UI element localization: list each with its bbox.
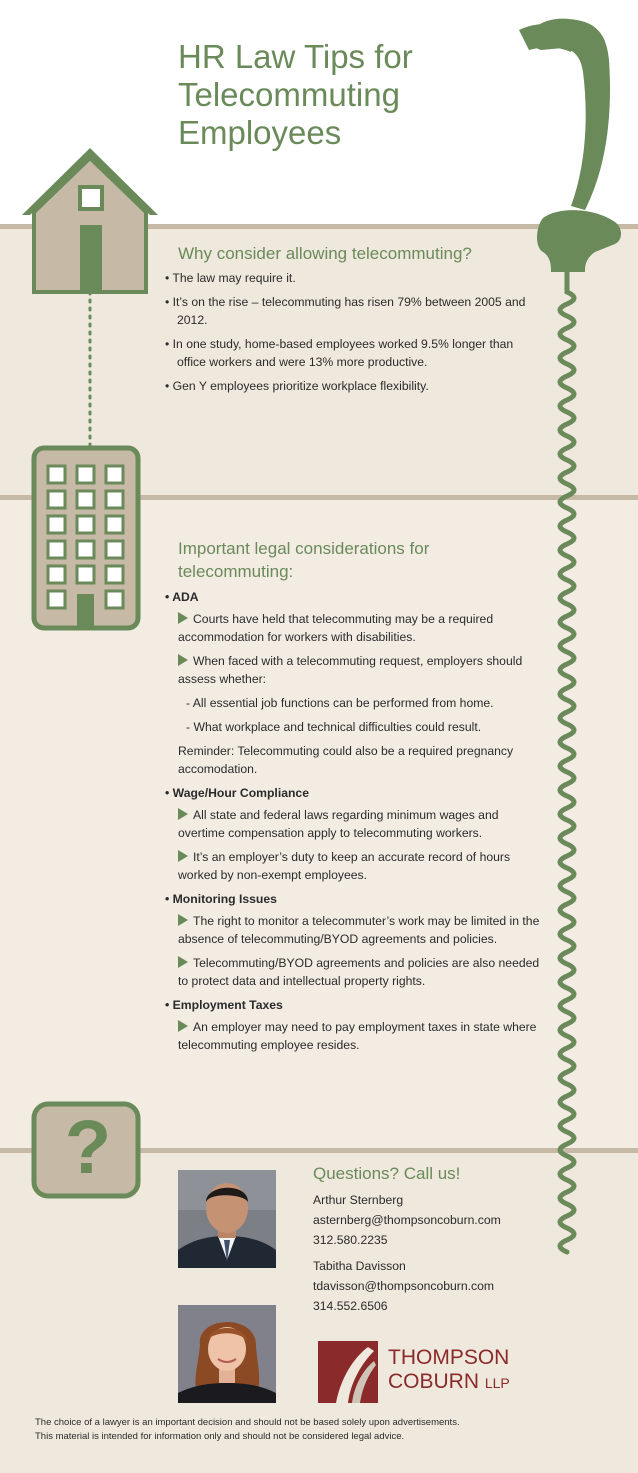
question-mark: ? <box>64 1105 112 1190</box>
ada-point <box>178 652 545 688</box>
ada-heading: • ADA <box>165 590 199 604</box>
title-line: HR Law Tips for <box>178 38 413 75</box>
wage-point <box>178 848 545 884</box>
contact-name: Tabitha Davisson <box>313 1259 406 1273</box>
logo-line-1: THOMPSON <box>388 1346 510 1369</box>
why-list <box>165 269 540 401</box>
page-title <box>178 38 478 152</box>
triangle-bullet-icon <box>178 956 188 968</box>
ada-subpoint: - What workplace and technical difficulties could result. <box>186 720 482 734</box>
portrait-female <box>178 1305 276 1403</box>
tax-point-text: An employer may need to pay employment taxes in state where telecommuting employee resides. <box>178 1020 537 1052</box>
title-line: Telecommuting <box>178 76 400 113</box>
contact-block <box>313 1162 553 1316</box>
wage-heading: • Wage/Hour Compliance <box>165 786 309 800</box>
logo-coburn: COBURN <box>388 1370 480 1393</box>
list-item: • It’s on the rise – telecommuting has risen 79% between 2005 and 2012. <box>165 295 526 327</box>
triangle-bullet-icon <box>178 914 188 926</box>
contact-email-link[interactable]: tdavisson@thompsoncoburn.com <box>313 1279 495 1293</box>
monitor-heading: • Monitoring Issues <box>165 892 277 906</box>
legal-list <box>165 588 545 1060</box>
disclaimer <box>35 1416 575 1444</box>
monitor-point <box>178 954 545 990</box>
triangle-bullet-icon <box>178 654 188 666</box>
contact-heading: Questions? Call us! <box>313 1164 461 1183</box>
why-heading: Why consider allowing telecommuting? <box>178 244 472 263</box>
monitor-point <box>178 912 545 948</box>
house-icon <box>22 148 158 292</box>
wage-point-text: All state and federal laws regarding minimum wages and overtime compensation apply to telecommuting workers. <box>178 808 499 840</box>
legal-heading <box>178 537 429 583</box>
triangle-bullet-icon <box>178 1020 188 1032</box>
contact-phone[interactable]: 312.580.2235 <box>313 1233 388 1247</box>
photo-arthur-sternberg <box>178 1170 276 1268</box>
ada-reminder: Reminder: Telecommuting could also be a required pregnancy accomodation. <box>178 744 514 776</box>
ada-point-text: Courts have held that telecommuting may be a required accommodation for workers with disabilities. <box>178 612 494 644</box>
thompson-coburn-logo-mark <box>318 1341 378 1403</box>
icon-column <box>0 0 170 1260</box>
title-line: Employees <box>178 114 342 151</box>
logo-llp: LLP <box>484 1375 510 1391</box>
portrait-male <box>178 1170 276 1268</box>
list-item: • The law may require it. <box>165 271 296 285</box>
ada-point <box>178 610 545 646</box>
ada-subpoint: - All essential job functions can be performed from home. <box>186 696 494 710</box>
disclaimer-line: This material is intended for information only and should not be considered legal advice. <box>35 1431 405 1442</box>
logo-swoosh-icon <box>318 1341 378 1403</box>
tax-heading: • Employment Taxes <box>165 998 283 1012</box>
list-item: • In one study, home-based employees worked 9.5% longer than office workers and were 13% more productive. <box>165 337 514 369</box>
contact-email-link[interactable]: asternberg@thompsoncoburn.com <box>313 1213 501 1227</box>
triangle-bullet-icon <box>178 808 188 820</box>
triangle-bullet-icon <box>178 850 188 862</box>
legal-heading-line: Important legal considerations for <box>178 539 430 558</box>
legal-heading-line: telecommuting: <box>178 562 294 581</box>
list-item: • Gen Y employees prioritize workplace flexibility. <box>165 379 429 393</box>
disclaimer-line: The choice of a lawyer is an important decision and should not be based solely upon advertisements. <box>35 1417 460 1428</box>
monitor-point-text: The right to monitor a telecommuter’s work may be limited in the absence of telecommuting/BYOD agreements and policies. <box>178 914 540 946</box>
contact-name: Arthur Sternberg <box>313 1193 404 1207</box>
wage-point-text: It’s an employer’s duty to keep an accurate record of hours worked by non-exempt employees. <box>178 850 511 882</box>
logo-line-2 <box>388 1370 510 1395</box>
tax-point <box>178 1018 545 1054</box>
monitor-point-text: Telecommuting/BYOD agreements and policies are also needed to protect data and intellectual property rights. <box>178 956 540 988</box>
wage-point <box>178 806 545 842</box>
ada-point-text: When faced with a telecommuting request, employers should assess whether: <box>178 654 523 686</box>
triangle-bullet-icon <box>178 612 188 624</box>
photo-tabitha-davisson <box>178 1305 276 1403</box>
logo-wordmark <box>388 1346 510 1395</box>
office-building-icon <box>34 448 138 628</box>
contact-phone[interactable]: 314.552.6506 <box>313 1299 388 1313</box>
